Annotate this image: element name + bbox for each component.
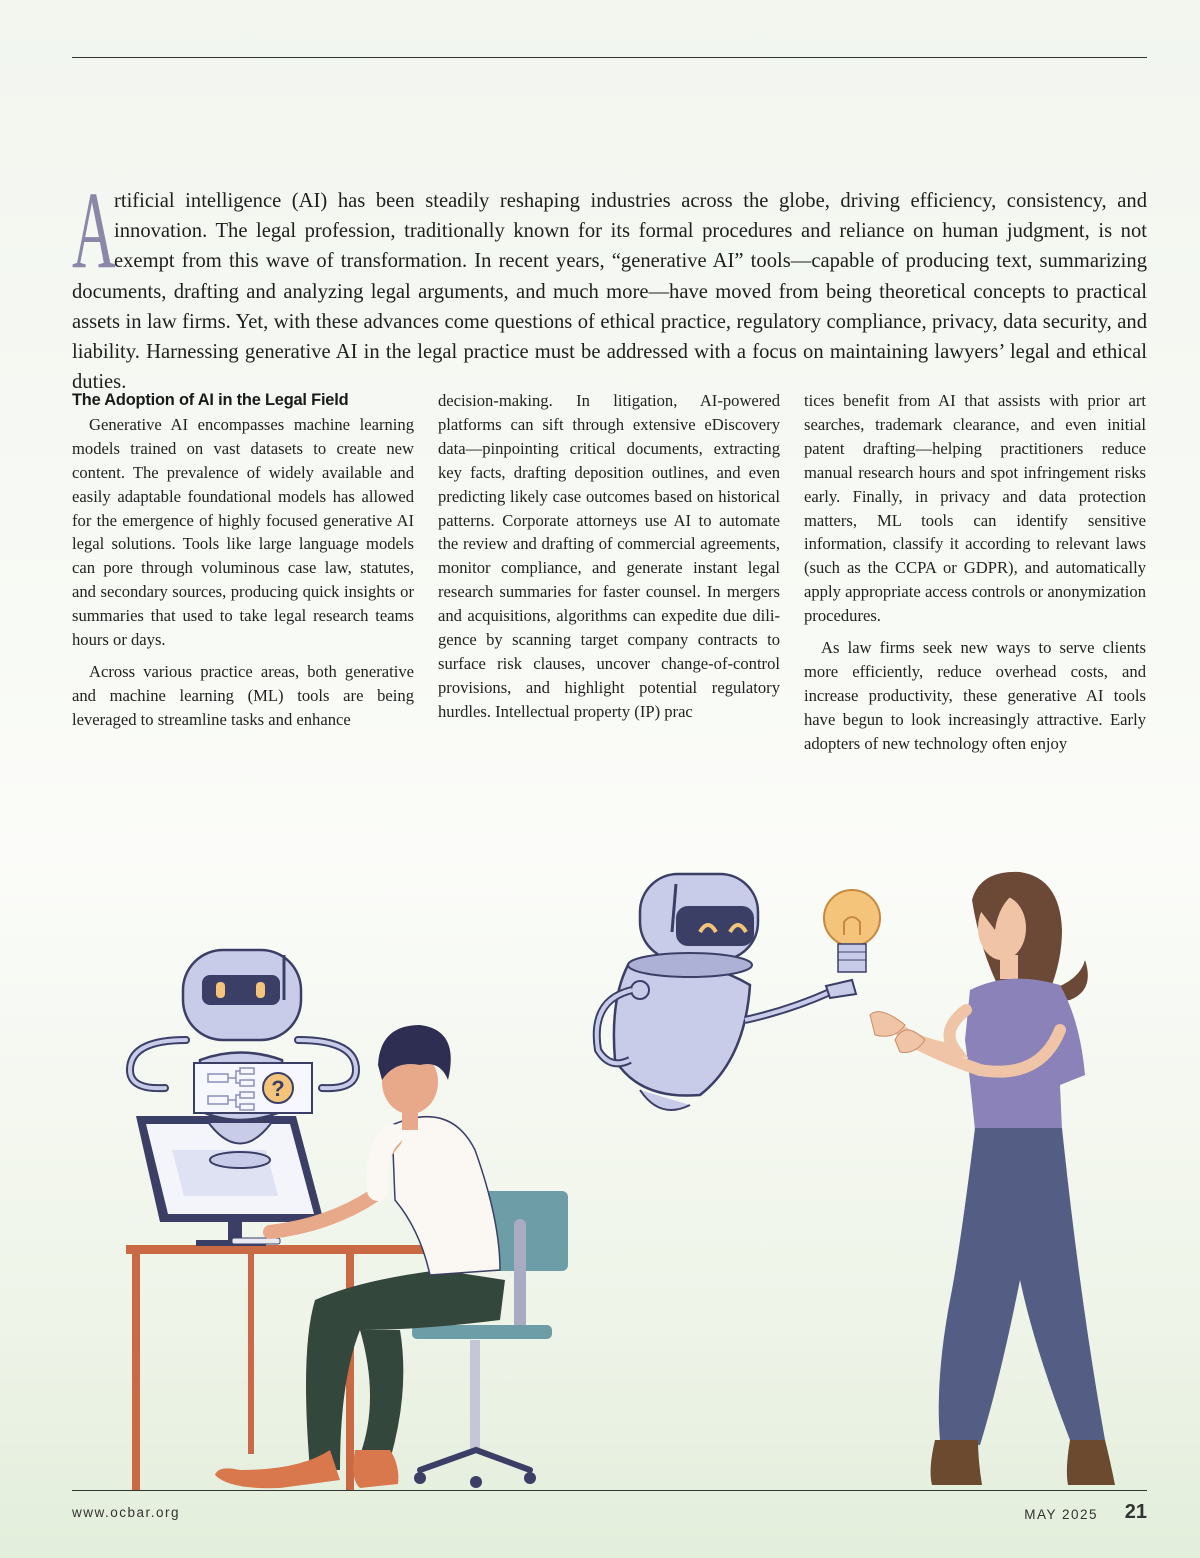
footer-date: MAY 2025 <box>1024 1507 1098 1522</box>
page-number: 21 <box>1124 1501 1147 1523</box>
standing-woman <box>870 872 1115 1485</box>
top-rule <box>72 57 1147 58</box>
ai-legal-illustration <box>0 840 1200 1500</box>
section-heading: The Adoption of AI in the Legal Field <box>72 391 349 409</box>
footer-url: www.ocbar.org <box>72 1505 181 1520</box>
col3-paragraph-2: As law firms seek new ways to serve clients more efficiently, reduce overhead costs, and increase productivity, these generative AI tools have begun to look increasingly attractive. Early adopters of new technology often enjoy <box>804 638 1146 753</box>
drop-cap: A <box>72 169 116 291</box>
col2-paragraph-1: decision-making. In litigation, AI-powered platforms can sift through extensive eDiscovery data—pinpointing critical documents, extracting key facts, drafting deposition outlines, and even predicting likely case outcomes based on historical patterns. Corporate attorneys use AI to automate the review and drafting of commercial agreements, monitor compliance, and generate instant legal research summaries for faster counsel. In mergers and acquisitions, algorithms can expedite due diligence by scanning target company contracts to surface risk clauses, uncover change-of-control provisions, and highlight potential regulatory hurdles. Intellectual property (IP) prac <box>438 391 780 721</box>
article-column-3 <box>804 389 1146 756</box>
article-column-1 <box>72 389 414 732</box>
lightbulb-icon <box>824 890 880 972</box>
col1-paragraph-1: Generative AI encompasses machine learning models trained on vast datasets to create new content. The prevalence of widely available and easily adaptable foundational models has allowed for the emergence of highly focused generative AI legal solutions. Tools like large language models can pore through voluminous case law, statutes, and secondary sources, producing quick insights or summaries that used to take legal research teams hours or days. <box>72 414 414 650</box>
col3-paragraph-1: tices benefit from AI that assists with prior art searches, trademark clearance, and even initial patent drafting—helping practitioners reduce manual research hours and spot infringement risks early. Finally, in privacy and data protection matters, ML tools can identify sensitive information, classify it according to relevant laws (such as the CCPA or GDPR), and automatically apply appropriate access controls or anonymization procedures. <box>804 391 1146 626</box>
article-column-2 <box>438 389 780 724</box>
intro-text: rtificial intelligence (AI) has been steadily reshaping industries across the globe, driving efficiency, consistency, and innovation. The legal profession, traditionally known for its formal procedures and reliance on human judgment, is not exempt from this wave of transformation. In recent years, “generative AI” tools—capable of producing text, summarizing documents, drafting and analyzing legal arguments, and much more—have moved from being theoretical concepts to practical assets in law firms. Yet, with these advances come questions of ethical practice, regulatory compliance, privacy, data security, and liability. Harnessing generative AI in the legal practice must be addressed with a focus on maintaining lawyers’ legal and ethical duties. <box>72 190 1147 394</box>
flying-robot <box>597 874 856 1110</box>
col1-paragraph-2: Across various practice areas, both generative and machine learning (ML) tools are being leveraged to streamline tasks and enhance <box>72 661 414 729</box>
intro-paragraph <box>72 169 1147 397</box>
question-mark-icon: ? <box>271 1076 285 1101</box>
bottom-rule <box>72 1490 1147 1491</box>
